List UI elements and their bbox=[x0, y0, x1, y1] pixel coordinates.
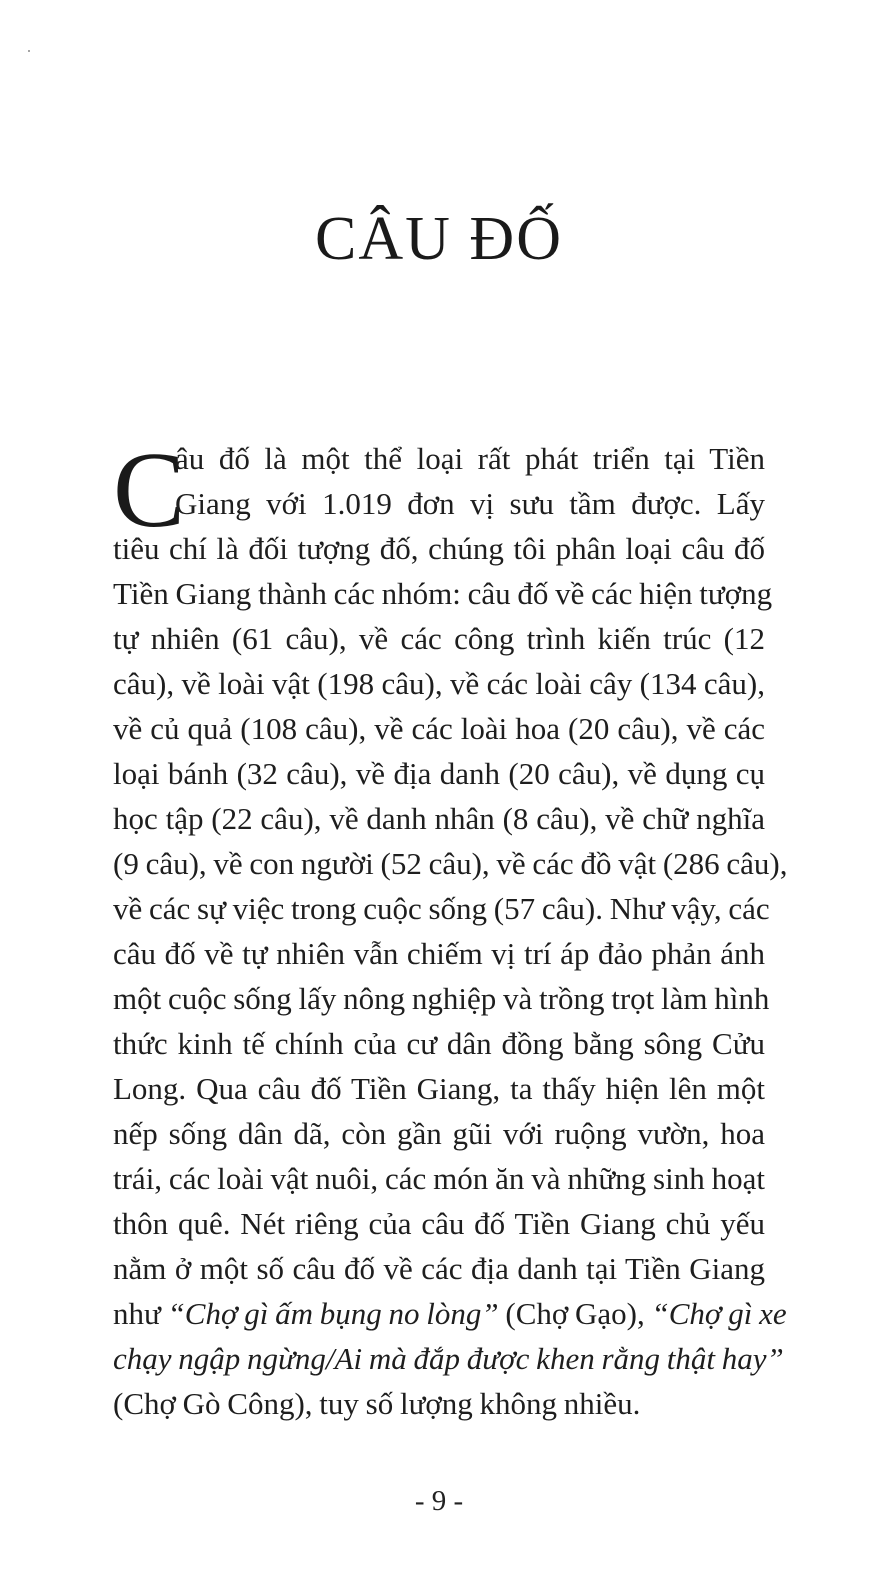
text-line: Tiền Giang thành các nhóm: câu đố về các hiện tượng bbox=[113, 576, 773, 611]
text-line: nằm ở một số câu đố về các địa danh tại Tiền Giang bbox=[113, 1251, 765, 1286]
text-line: câu), về loài vật (198 câu), về các loài cây (134 câu), bbox=[113, 666, 765, 701]
text-line: học tập (22 câu), về danh nhân (8 câu), về chữ nghĩa bbox=[113, 801, 765, 836]
text-line-quote-2 bbox=[113, 1336, 784, 1381]
drop-cap: C bbox=[113, 431, 186, 550]
text-line: tiêu chí là đối tượng đố, chúng tôi phân loại câu đố bbox=[113, 531, 765, 566]
text-line: trái, các loài vật nuôi, các món ăn và những sinh hoạt bbox=[113, 1161, 765, 1196]
text-line-final: (Chợ Gò Công), tuy số lượng không nhiều. bbox=[113, 1386, 641, 1421]
text-line: âu đố là một thể loại rất phát triển tại Tiền bbox=[175, 441, 765, 476]
text-line: thức kinh tế chính của cư dân đồng bằng sông Cửu bbox=[113, 1026, 765, 1061]
quote-cho-go-cong-start: “Chợ gì xe bbox=[651, 1296, 787, 1331]
text-line: Long. Qua câu đố Tiền Giang, ta thấy hiện lên một bbox=[113, 1071, 765, 1106]
text-line: về củ quả (108 câu), về các loài hoa (20 câu), về các bbox=[113, 711, 765, 746]
page-number: - 9 - bbox=[414, 1485, 464, 1517]
text-line: một cuộc sống lấy nông nghiệp và trồng trọt làm hình bbox=[113, 981, 770, 1016]
text-line: loại bánh (32 câu), về địa danh (20 câu), về dụng cụ bbox=[113, 756, 765, 791]
text-line: Giang với 1.019 đơn vị sưu tầm được. Lấy bbox=[175, 486, 765, 521]
text-line: (9 câu), về con người (52 câu), về các đồ vật (286 câu), bbox=[113, 846, 788, 881]
text-segment: như bbox=[113, 1296, 168, 1331]
scan-speck bbox=[28, 50, 30, 52]
chapter-title: CÂU ĐỐ bbox=[315, 205, 563, 273]
text-line: câu đố về tự nhiên vẫn chiếm vị trí áp đảo phản ánh bbox=[113, 936, 765, 971]
quote-cho-gao: “Chợ gì ấm bụng no lòng” bbox=[167, 1296, 499, 1331]
quote-cho-go-cong-end: chạy ngập ngừng/Ai mà đắp được khen rằng thật hay” bbox=[113, 1341, 784, 1376]
text-line-quote-1 bbox=[113, 1291, 787, 1336]
text-segment: (Chợ Gạo), bbox=[498, 1296, 652, 1331]
text-line: về các sự việc trong cuộc sống (57 câu). Như vậy, các bbox=[113, 891, 770, 926]
text-line: thôn quê. Nét riêng của câu đố Tiền Giang chủ yếu bbox=[113, 1206, 765, 1241]
text-line: nếp sống dân dã, còn gần gũi với ruộng vườn, hoa bbox=[113, 1116, 765, 1151]
text-line: tự nhiên (61 câu), về các công trình kiến trúc (12 bbox=[113, 621, 765, 656]
body-paragraph bbox=[113, 431, 788, 1426]
